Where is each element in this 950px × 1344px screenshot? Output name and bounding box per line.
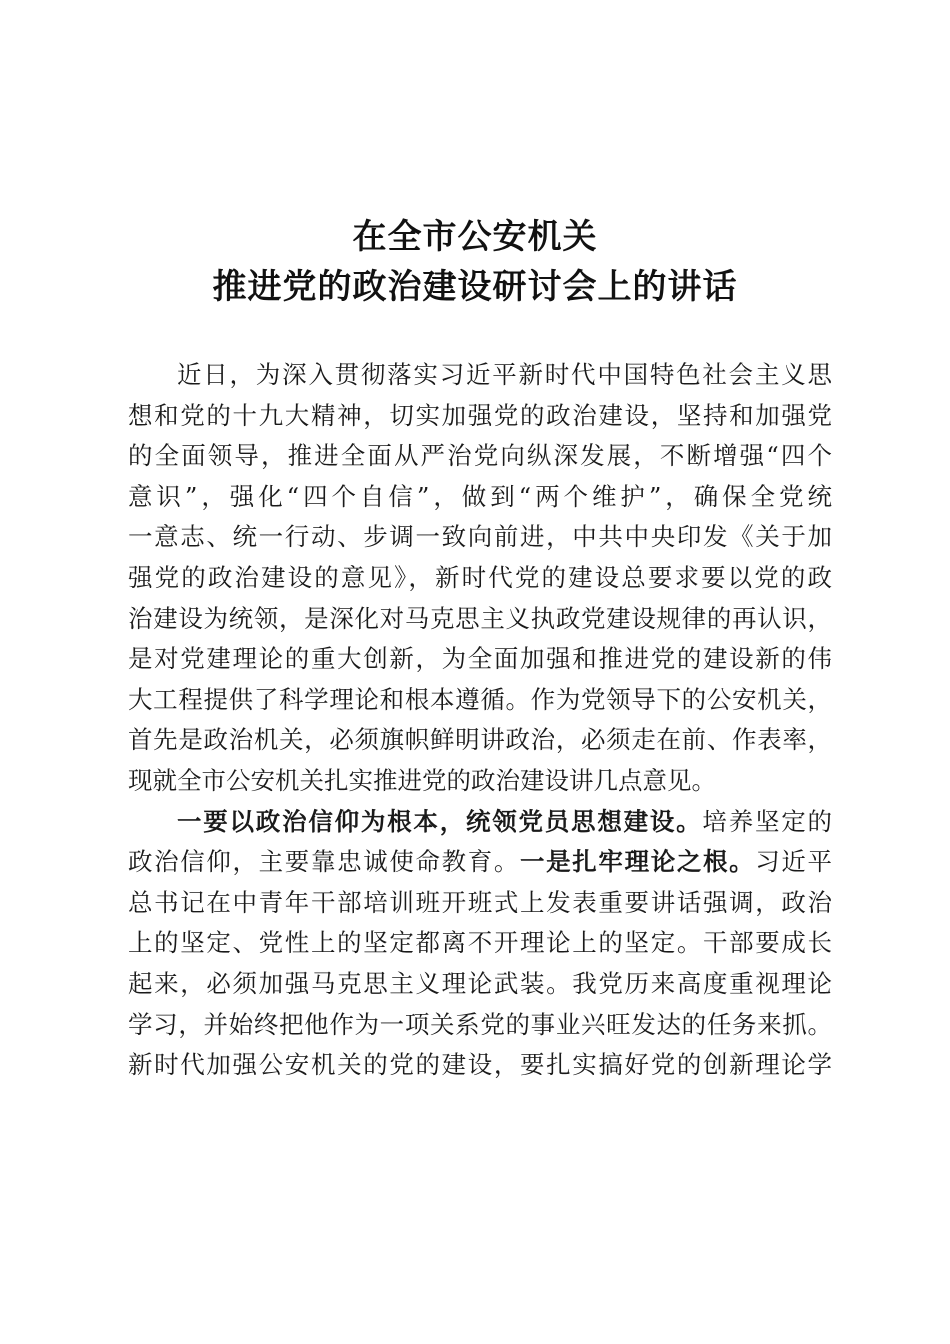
text-line: 上的坚定、党性上的坚定都离不开理论上的坚定。干部要成长 bbox=[128, 928, 832, 958]
text-line: 大工程提供了科学理论和根本遵循。作为党领导下的公安机关， bbox=[128, 684, 832, 714]
text-line: 学习，并始终把他作为一项关系党的事业兴旺发达的任务来抓。 bbox=[128, 1009, 832, 1039]
text-line: 想和党的十九大精神，切实加强党的政治建设，坚持和加强党 bbox=[128, 400, 832, 430]
text-line: 近日，为深入贯彻落实习近平新时代中国特色社会主义思 bbox=[177, 360, 832, 389]
text-run: 习近平 bbox=[755, 847, 833, 877]
document-body bbox=[128, 355, 832, 1086]
title-line-2: 推进党的政治建设研讨会上的讲话 bbox=[212, 267, 738, 307]
text-line: 治建设为统领，是深化对马克思主义执政党建设规律的再认识， bbox=[128, 603, 832, 633]
paragraph-intro bbox=[128, 355, 832, 802]
text-line: 强党的政治建设的意见》，新时代党的建设总要求要以党的政 bbox=[128, 562, 832, 592]
paragraph-section-one bbox=[128, 802, 832, 1086]
text-line: 起来，必须加强马克思主义理论武装。我党历来高度重视理论 bbox=[128, 968, 832, 998]
text-line: 是对党建理论的重大创新，为全面加强和推进党的建设新的伟 bbox=[128, 644, 832, 674]
text-run: 政治信仰，主要靠忠诚使命教育。 bbox=[128, 847, 521, 877]
section-heading: 一要以政治信仰为根本，统领党员思想建设。 bbox=[177, 806, 703, 836]
document-title bbox=[0, 212, 950, 312]
text-line: 的全面领导，推进全面从严治党向纵深发展，不断增强“四个 bbox=[128, 441, 832, 471]
text-line: 总书记在中青年干部培训班开班式上发表重要讲话强调，政治 bbox=[128, 887, 832, 917]
text-line bbox=[128, 802, 832, 843]
subsection-heading: 一是扎牢理论之根。 bbox=[520, 847, 756, 877]
title-line-1: 在全市公安机关 bbox=[352, 217, 598, 257]
text-line: 新时代加强公安机关的党的建设，要扎实搞好党的创新理论学 bbox=[128, 1050, 832, 1080]
text-line: 首先是政治机关，必须旗帜鲜明讲政治，必须走在前、作表率， bbox=[128, 725, 832, 755]
text-line: 意识”，强化“四个自信”，做到“两个维护”，确保全党统 bbox=[128, 481, 832, 511]
text-line bbox=[128, 842, 832, 883]
text-line: 现就全市公安机关扎实推进党的政治建设讲几点意见。 bbox=[128, 765, 716, 795]
text-line: 一意志、统一行动、步调一致向前进，中共中央印发《关于加 bbox=[128, 522, 832, 552]
text-run: 培养坚定的 bbox=[702, 806, 833, 836]
